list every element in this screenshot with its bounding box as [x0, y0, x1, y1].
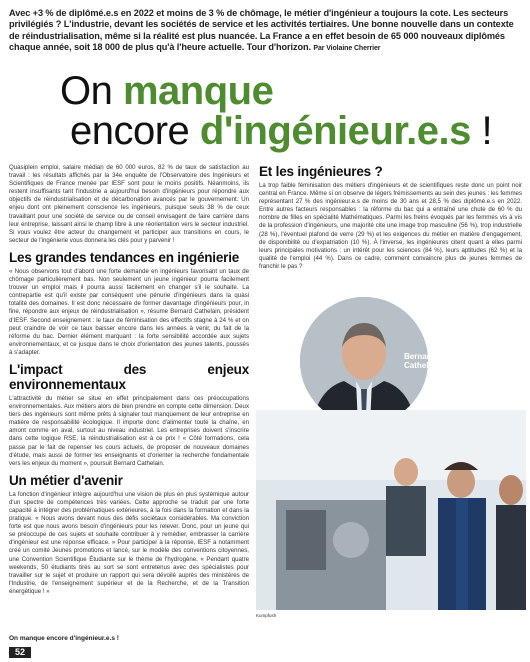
- section-heading-future: Un métier d'avenir: [9, 472, 123, 488]
- body-paragraph-3: L'attractivité du métier se situe en effet principalement dans ces préoccupations environnementales. Aux métiers alors de bien prendre en compte cette dimension. Deux tiers des ingénieurs sont même prêts à signaler tout manquement de leur entreprise en matière de responsabilité écologique. Il importe donc d'alimenter toute la chaîne, en amont comme en aval, surtout au niveau industriel. Les entreprises doivent s'inscrire dans cette logique RSE, la réindustrialisation est à ce prix ! « Côté formations, cela passe par le fait de repenser les cours actuels, de proposer de nouveaux domaines d'étude, mais aussi de former les enseignants et d'orienter la recherche fondamentale vers les enjeux du moment », poursuit Bernard Cathelain.: [9, 394, 249, 467]
- body-paragraph-1: Quasiplein emploi, salaire médian de 60 000 euros, 82 % de taux de satisfaction au travail : les résultats affichés par la 34e enquête de l'Observatoire des Ingénieurs et Scientifiques de France menée par IESF sont pour le moins positifs. Néanmoins, ils restent insuffisants tant l'industrie a aujourd'hui besoin d'ingénieurs pour répondre aux objectifs de réindustrialisation et de décarbonation avancés par le gouvernement. Un enjeu dont ont pleinement conscience les ingénieurs, puisque seuls 38 % de ceux travaillant pour une société de service ou de conseil envisagent de faire carrière dans leur entreprise, laissant ainsi le champ libre à une réorientation vers le secteur industriel. Si vous voulez être acteur du changement et participer aux transitions en cours, le secteur de l'ingénierie vous donnera les clés pour y parvenir !: [9, 164, 249, 244]
- headline-line-2-text: encore: [70, 109, 200, 153]
- body-paragraph-women: La trop faible féminisation des métiers d'ingénieurs et de scientifiques reste donc un point noir central en France. Même si on observe de légers frémissements au sein des jeunes : les femmes représentant 27 % des ingénieur.e.s de moins de 30 ans et 28,5 % des diplômé.e.s en 2022. Entre autres facteurs responsables : la réforme du bac qui a entraîné une chute de 60 % du nombre de filles en spécialité Mathématiques. Parmi les freins évoqués par les femmes vis à vis de la profession d'ingénieurs, une majorité cite une image trop masculine (56 %), trop industrielle (28 %), l'éventuel plafond de verre (29 %) et les exigences du métier en matière d'engagement, de disponibilité ou d'expatriation (10 %). À l'inverse, les ingénieures citent quant à elles parmi leurs principales motivations : un intérêt pour les sciences (84 %), leurs aptitudes (62 %) et la qualité de l'emploi (44 %). Dans ce cadre, comment convaincre plus de jeunes femmes de franchir le pas ?: [259, 182, 522, 270]
- headline-highlight-1: manque: [122, 69, 274, 113]
- intro-paragraph: [9, 8, 523, 54]
- section-heading-environment: L'impact des enjeux environnementaux: [9, 361, 249, 392]
- headline-line-1-text: On: [60, 69, 123, 113]
- intro-text: Avec +3 % de diplômé.e.s en 2022 et moins de 3 % de chômage, le métier d'ingénieur a toujours la cote. Les secteurs privilégiés ? L'industrie, devant les sociétés de service et les activités tertiaires. Une bonne nouvelle dans un contexte de réindustrialisation, même si la réalité est plus nuancée. La France a en effet besoin de 65 000 nouveaux diplômés chaque année, soit 18 000 de plus qu'à l'heure actuelle. Tour d'horizon.: [9, 8, 514, 52]
- headline-highlight-2: d'ingénieur.e.s: [199, 109, 471, 153]
- section-heading-women: Et les ingénieures ?: [259, 164, 383, 179]
- body-paragraph-2: « Nous observons tout d'abord une forte demande en ingénieurs favorisant un taux de chômage particulièrement bas. Non seulement un jeune ingénieur pourra facilement trouver un emploi mais il pourra aussi facilement en changer s'il le souhaite. La contrepartie est qu'il existe par conséquent une pénurie d'ingénieurs dans la quasi totalité des domaines. Il est donc nécessaire de former davantage d'ingénieurs pour, in fine, répondre aux enjeux de réindustrialisation », résume Bernard Cathelain, président d'IESF. Second enseignement : le taux de féminisation des effectifs stagne à 24 % et on peut craindre de voir ce taux baisser encore dans les années à venir, du fait de la réforme du bac. Dernier élément marquant : la forte sensibilité accordée aux sujets environnementaux, et ce jusque dans le choix d'orientation des jeunes talents, poussés à s'adapter.: [9, 267, 249, 356]
- headline-line-1: [60, 71, 510, 111]
- headline-line-2-end: !: [470, 109, 493, 153]
- portrait-caption: [404, 352, 440, 370]
- page-number: 52: [9, 647, 31, 658]
- byline: Par Violaine Cherrier: [313, 44, 381, 52]
- left-column: [9, 164, 249, 598]
- body-paragraph-4: La fonction d'ingénieur intègre aujourd'hui une vision de plus en plus systémique autour d'un spectre de compétences très variées. Cette approche se traduit par une forte capacité à intégrer des problématiques extérieures, à la fois dans la formation et dans la pratique. « Nous avons devant nous des défis sociétaux considérables. Ma conviction forte est que nous avons besoin d'ingénieurs pour les relever. Donc, pour un jeune qui se préoccupe de ces sujets et souhaite contribuer à y remédier, embrasser la carrière d'ingénieur est une réponse efficace. » Pour participer à la réponse, IESF a notamment créé un comité Jeunes promotions et lancé, sur le modèle des conventions citoyennes, une Convention Scientifique Étudiante sur le thème de l'hydrogène. « Pendant quatre weekends, 50 étudiants tirés au sort se sont entretenus avec des spécialistes pour travailler sur le sujet et produire un rapport qui sera dévoilé auprès des ministères de l'Industrie, de l'enseignement supérieur et de la Recherche, et de la Transition énergétique ! »: [9, 490, 249, 595]
- portrait-caption-last: Cathelain: [404, 361, 441, 370]
- lab-photo: [256, 410, 526, 610]
- portrait-caption-first: Bernard: [404, 352, 435, 361]
- photo-credit: Kumpfush: [256, 613, 277, 618]
- footer-title: On manque encore d'ingénieur.e.s !: [9, 635, 119, 642]
- headline-line-2: [70, 111, 510, 151]
- right-column: [259, 164, 522, 273]
- section-heading-trends: Les grandes tendances en ingénierie: [9, 249, 240, 265]
- article-headline: [60, 71, 510, 151]
